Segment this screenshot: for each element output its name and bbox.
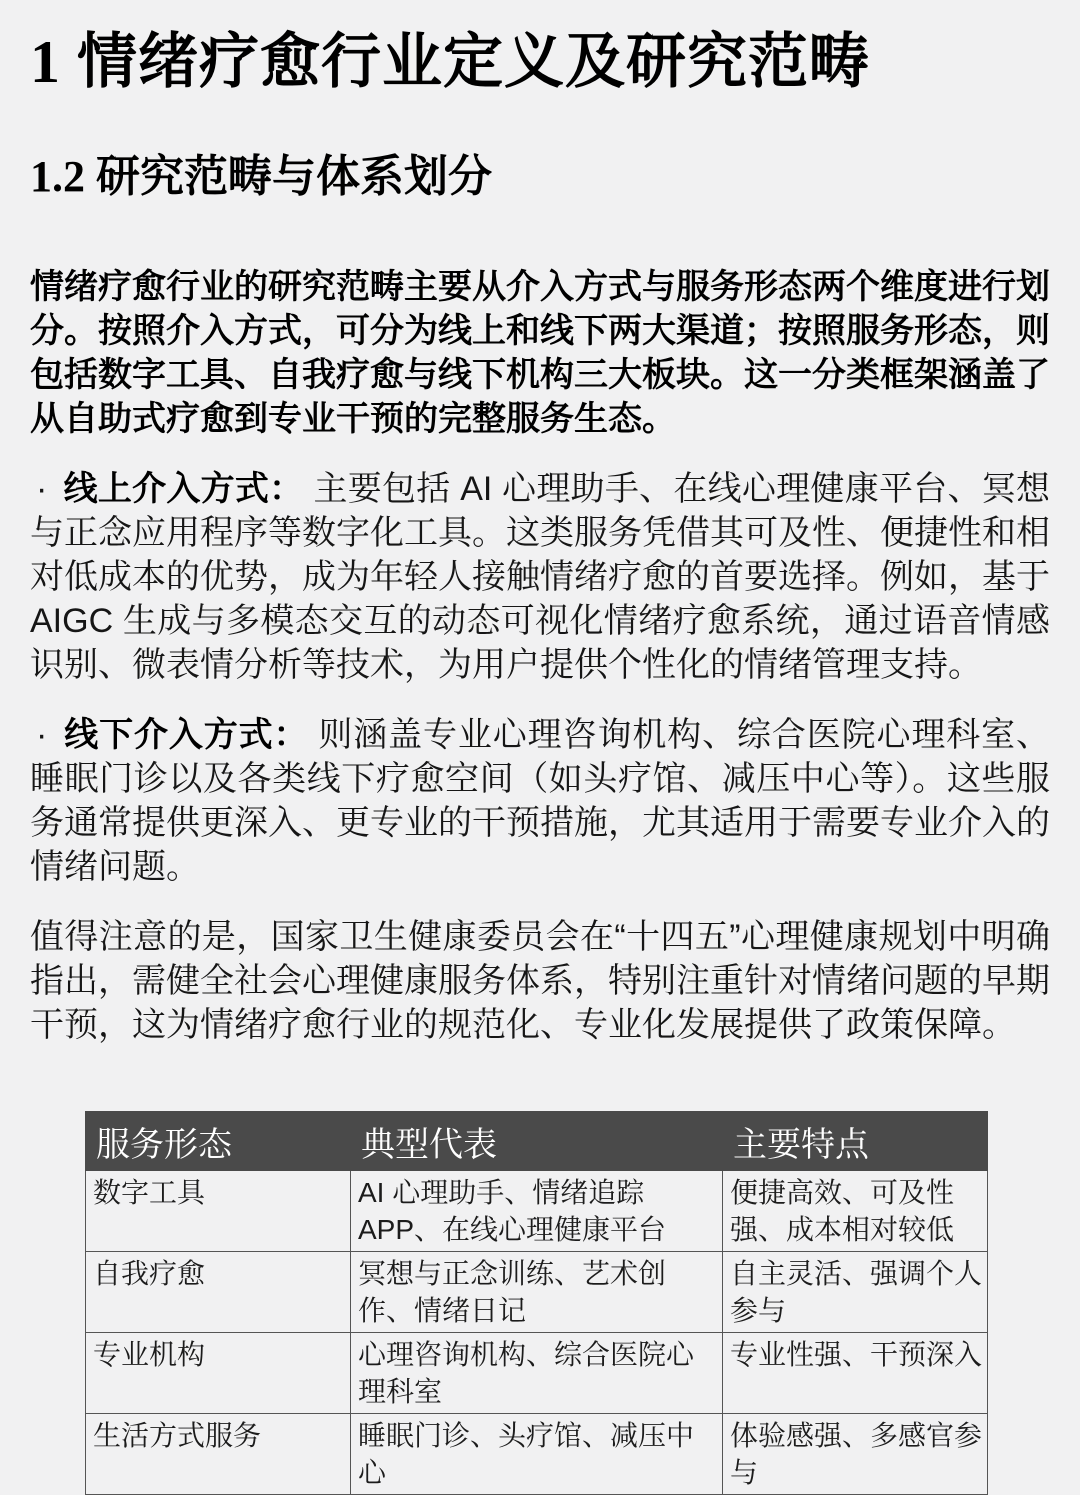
cell-typical-example: AI 心理助手、情绪追踪 APP、在线心理健康平台 bbox=[351, 1171, 723, 1252]
bullet-offline-method bbox=[30, 713, 1050, 889]
bullet-dot: · bbox=[36, 716, 48, 755]
service-forms-table bbox=[85, 1111, 988, 1495]
bullet-dot: · bbox=[36, 470, 48, 509]
cell-main-feature: 自主灵活、强调个人参与 bbox=[723, 1252, 988, 1333]
cell-main-feature: 便捷高效、可及性强、成本相对较低 bbox=[723, 1171, 988, 1252]
bullet-offline-label: 线下介入方式： bbox=[63, 716, 309, 755]
cell-main-feature: 专业性强、干预深入 bbox=[723, 1333, 988, 1414]
policy-note-paragraph: 值得注意的是，国家卫生健康委员会在“十四五”心理健康规划中明确指出，需健全社会心理健康服务体系，特别注重针对情绪问题的早期干预，这为情绪疗愈行业的规范化、专业化发展提供了政策保障。 bbox=[30, 918, 1050, 1045]
bullet-online-label: 线上介入方式： bbox=[63, 470, 304, 509]
intro-paragraph: 情绪疗愈行业的研究范畴主要从介入方式与服务形态两个维度进行划分。按照介入方式，可分为线上和线下两大渠道；按照服务形态，则包括数字工具、自我疗愈与线下机构三大板块。这一分类框架涵盖了从自助式疗愈到专业干预的完整服务生态。 bbox=[30, 268, 1050, 439]
cell-typical-example: 心理咨询机构、综合医院心理科室 bbox=[351, 1333, 723, 1414]
bullet-online-method bbox=[30, 467, 1050, 687]
table-row bbox=[86, 1333, 988, 1414]
cell-service-form: 专业机构 bbox=[86, 1333, 351, 1414]
cell-main-feature: 体验感强、多感官参与 bbox=[723, 1414, 988, 1495]
table-row bbox=[86, 1171, 988, 1252]
col-header-main-feature: 主要特点 bbox=[723, 1112, 988, 1171]
cell-service-form: 数字工具 bbox=[86, 1171, 351, 1252]
table-row bbox=[86, 1252, 988, 1333]
page-title: 1 情绪疗愈行业定义及研究范畴 bbox=[30, 29, 870, 95]
cell-typical-example: 冥想与正念训练、艺术创作、情绪日记 bbox=[351, 1252, 723, 1333]
table-header-row bbox=[86, 1112, 988, 1171]
col-header-service-form: 服务形态 bbox=[86, 1112, 351, 1171]
cell-service-form: 生活方式服务 bbox=[86, 1414, 351, 1495]
section-subtitle: 1.2 研究范畴与体系划分 bbox=[30, 152, 492, 201]
cell-service-form: 自我疗愈 bbox=[86, 1252, 351, 1333]
bullet-online-text: 主要包括 AI 心理助手、在线心理健康平台、冥想与正念应用程序等数字化工具。这类服务凭借其可及性、便捷性和相对低成本的优势，成为年轻人接触情绪疗愈的首要选择。例如，基于 AIGC 生成与多模态交互的动态可视化情绪疗愈系统，通过语音情感识别、微表情分析等技术，为用户提供个性化的情绪管理支持。 bbox=[30, 470, 1051, 685]
col-header-typical-example: 典型代表 bbox=[351, 1112, 723, 1171]
bullet-offline-text: 则涵盖专业心理咨询机构、综合医院心理科室、睡眠门诊以及各类线下疗愈空间（如头疗馆、减压中心等）。这些服务通常提供更深入、更专业的干预措施，尤其适用于需要专业介入的情绪问题。 bbox=[30, 716, 1051, 887]
table-row bbox=[86, 1414, 988, 1495]
cell-typical-example: 睡眠门诊、头疗馆、减压中心 bbox=[351, 1414, 723, 1495]
